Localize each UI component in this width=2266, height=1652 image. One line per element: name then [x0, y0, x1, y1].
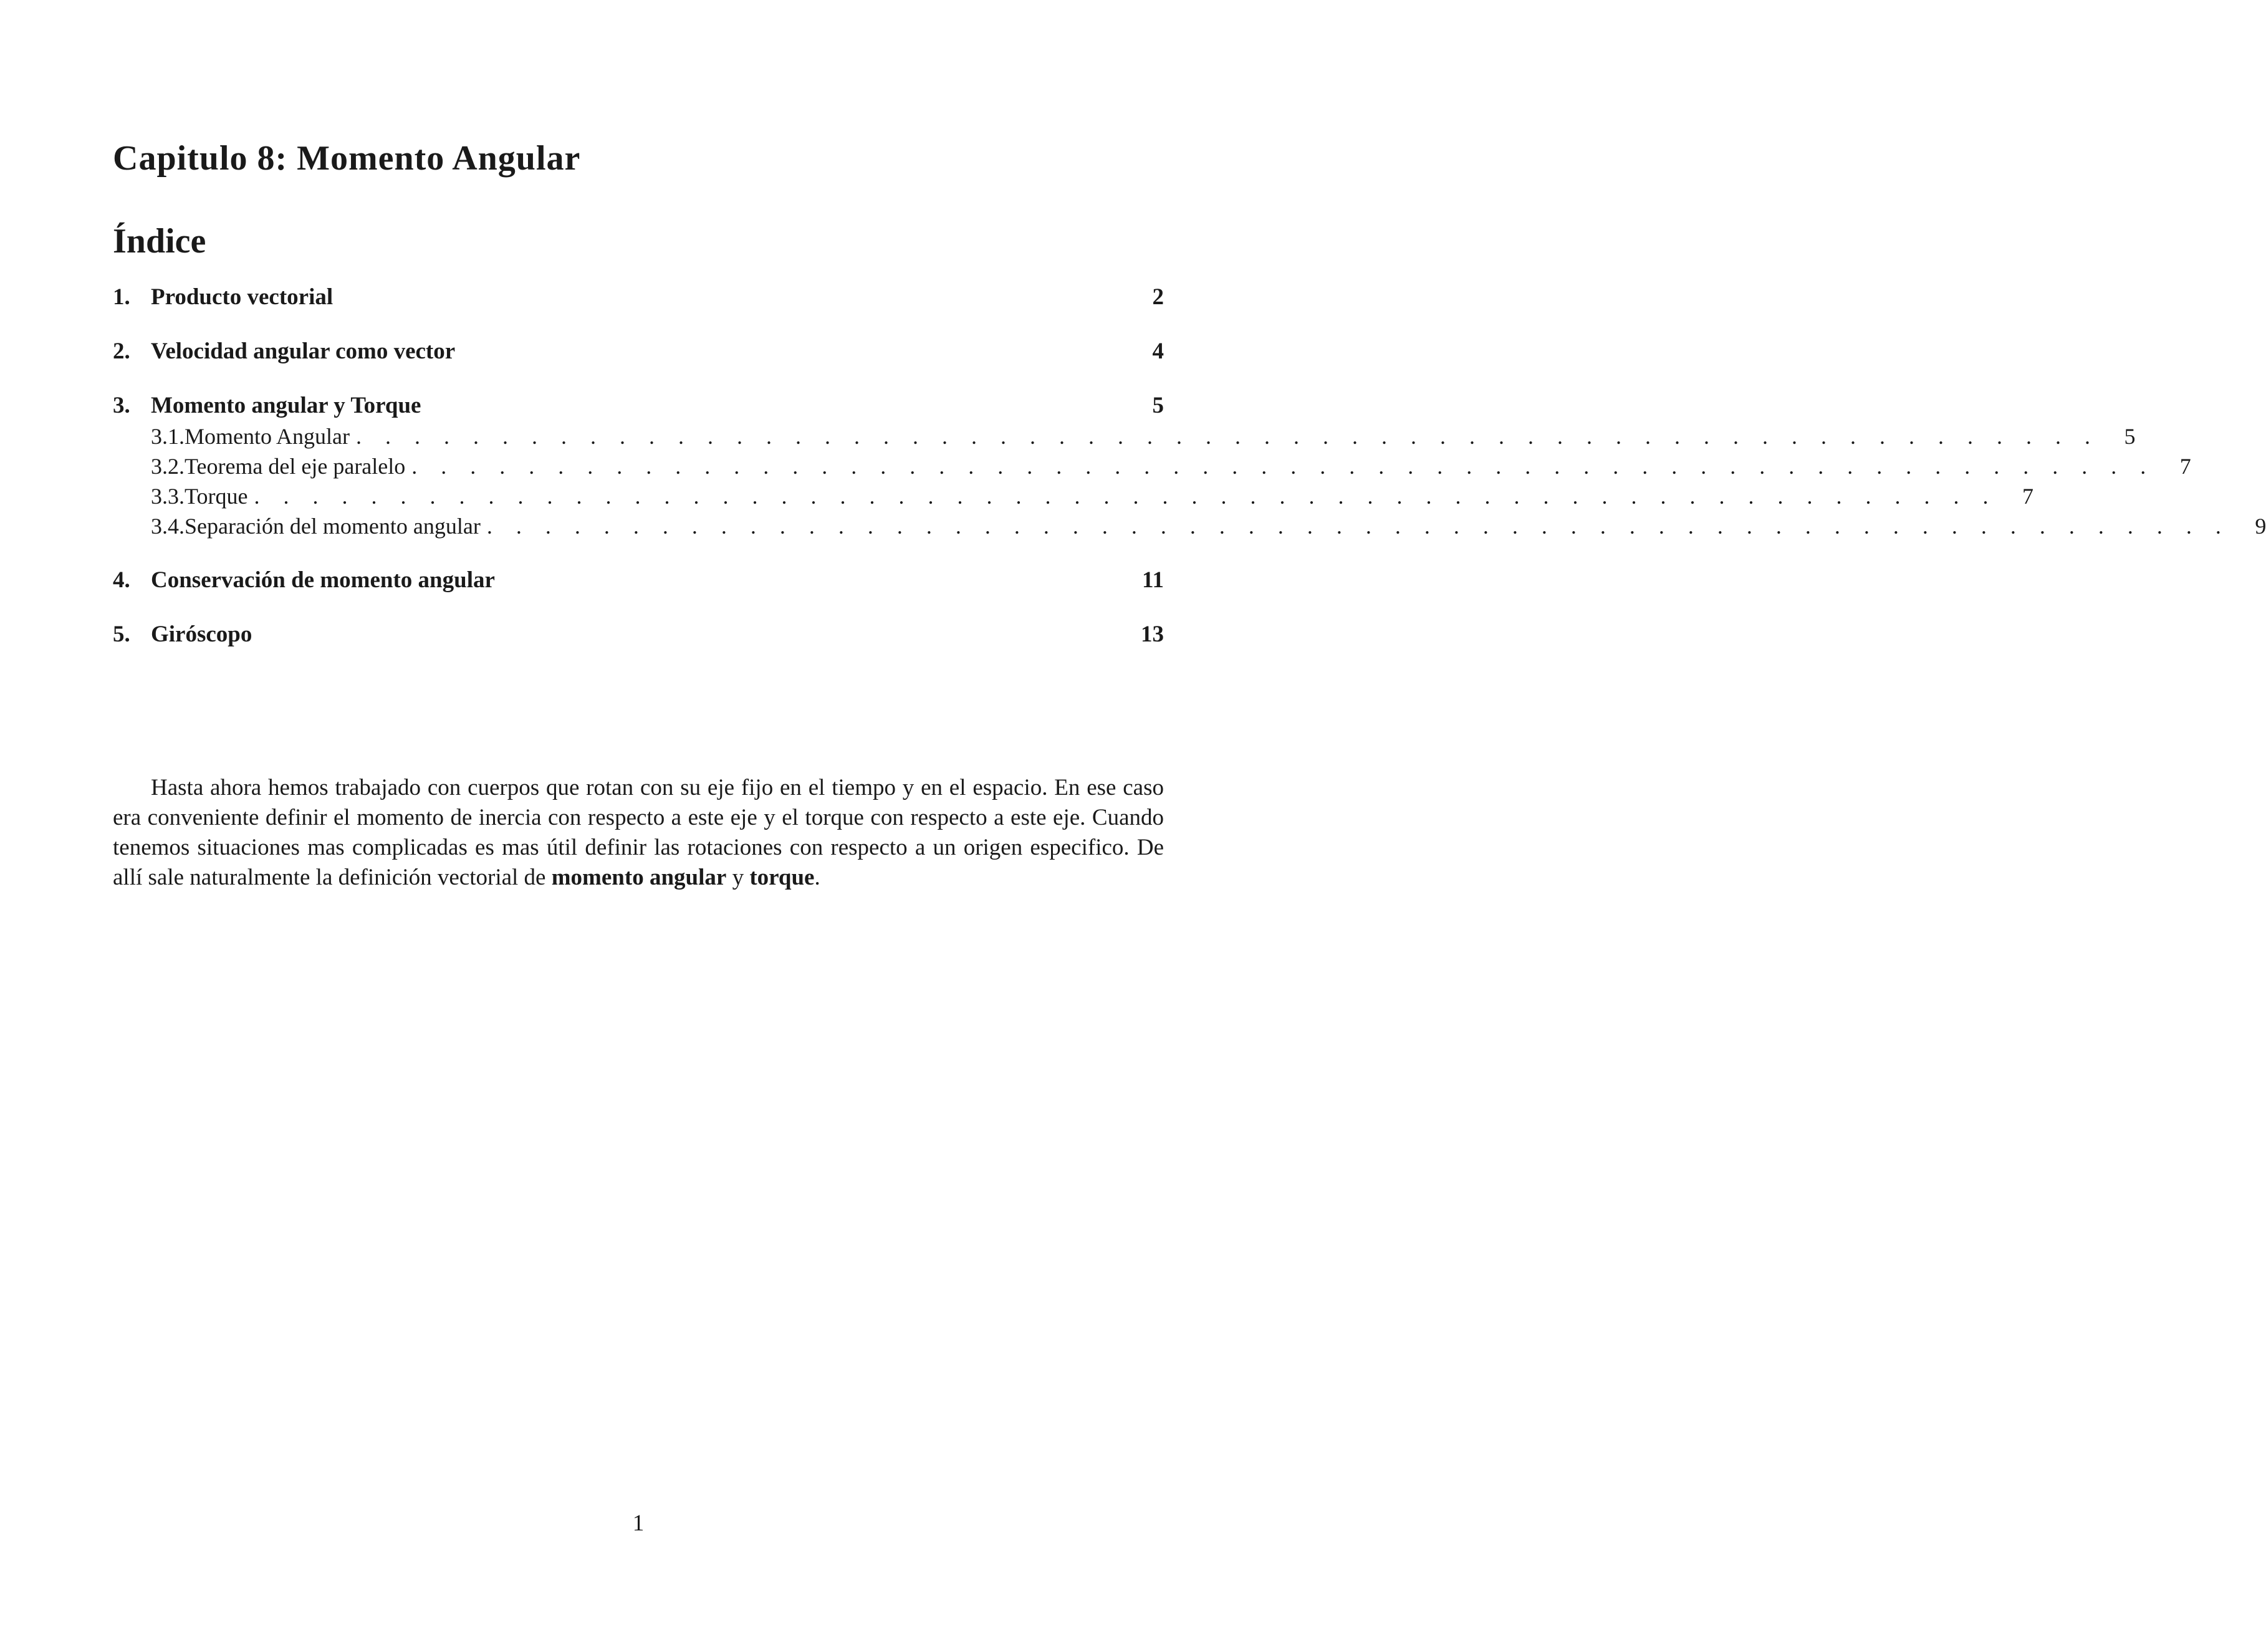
toc-entry-title: Giróscopo — [151, 622, 252, 647]
term-momento-angular: momento angular — [551, 865, 727, 890]
toc-dot-leader: . . . . . . . . . . . . . . . . . . . . . . . . . . . . . . . . . . . . . . . . . . . . . . . . . . . . . . . . . . . . — [411, 454, 2155, 479]
toc-entry-3[interactable] — [113, 390, 1164, 421]
toc-entry-title: Momento angular y Torque — [151, 393, 421, 418]
toc-entry-number: 3. — [113, 393, 130, 418]
toc-entry-number: 3.2. — [151, 454, 185, 479]
toc-entry-title: Momento Angular — [185, 424, 350, 449]
intro-text: Hasta ahora hemos trabajado con cuerpos que rotan con su eje fijo en el tiempo y en el espacio. En ese caso era conveniente definir el momento de inercia con respecto a este eje y el torque con respecto a este eje. Cuando tenemos situaciones mas complicadas es mas útil definir las rotaciones con respecto a un origen especifico. De allí sale naturalmente la definición vectorial de — [113, 775, 1164, 890]
toc-entry-page: 9 — [2255, 514, 2266, 539]
chapter-title: Capitulo 8: Momento Angular — [113, 139, 581, 178]
toc-entry-4[interactable] — [113, 565, 1164, 596]
toc-entry-3-4[interactable] — [113, 511, 2266, 541]
toc-dot-leader: . . . . . . . . . . . . . . . . . . . . . . . . . . . . . . . . . . . . . . . . . . . . . . . . . . . . . . . . . . . . — [254, 484, 1997, 509]
toc-entry-number: 4. — [113, 567, 130, 593]
toc-entry-page: 7 — [2022, 484, 2033, 509]
toc-heading: Índice — [113, 222, 206, 261]
toc-entry-title: Velocidad angular como vector — [151, 339, 456, 364]
intro-text-end: . — [814, 865, 820, 890]
toc-entry-title: Producto vectorial — [151, 284, 334, 310]
toc-entry-5[interactable] — [113, 619, 1164, 650]
toc-entry-number: 3.1. — [151, 424, 185, 449]
toc-entry-page: 2 — [1152, 284, 1164, 310]
toc-entry-page: 4 — [1152, 339, 1164, 364]
term-torque: torque — [749, 865, 815, 890]
toc-entry-3-3[interactable] — [113, 481, 2033, 511]
page-number: 1 — [632, 1510, 645, 1536]
toc-dot-leader: . . . . . . . . . . . . . . . . . . . . . . . . . . . . . . . . . . . . . . . . . . . . . . . . . . . . . . . . . . . . — [355, 424, 2100, 449]
toc-entry-title: Separación del momento angular — [185, 514, 481, 539]
toc-entry-1[interactable] — [113, 282, 1164, 313]
toc-entry-title: Teorema del eje paralelo — [185, 454, 406, 479]
toc-dot-leader: . . . . . . . . . . . . . . . . . . . . . . . . . . . . . . . . . . . . . . . . . . . . . . . . . . . . . . . . . . . . — [486, 514, 2230, 539]
toc-entry-page: 5 — [2124, 424, 2136, 449]
toc-entry-number: 5. — [113, 622, 130, 647]
intro-text-conjunction: y — [726, 865, 750, 890]
toc-entry-2[interactable] — [113, 336, 1164, 367]
intro-paragraph — [113, 773, 1164, 893]
toc-entry-number: 2. — [113, 339, 130, 364]
toc-entry-number: 3.3. — [151, 484, 185, 509]
toc-entry-title: Torque — [185, 484, 248, 509]
toc-entry-page: 7 — [2179, 454, 2191, 479]
toc-entry-3-1[interactable] — [113, 421, 2136, 451]
toc-entry-number: 3.4. — [151, 514, 185, 539]
toc-entry-page: 5 — [1152, 393, 1164, 418]
toc-entry-number: 1. — [113, 284, 130, 310]
toc-entry-page: 11 — [1142, 567, 1164, 593]
toc-entry-page: 13 — [1141, 622, 1164, 647]
toc-entry-title: Conservación de momento angular — [151, 567, 495, 593]
toc-entry-3-2[interactable] — [113, 451, 2191, 481]
